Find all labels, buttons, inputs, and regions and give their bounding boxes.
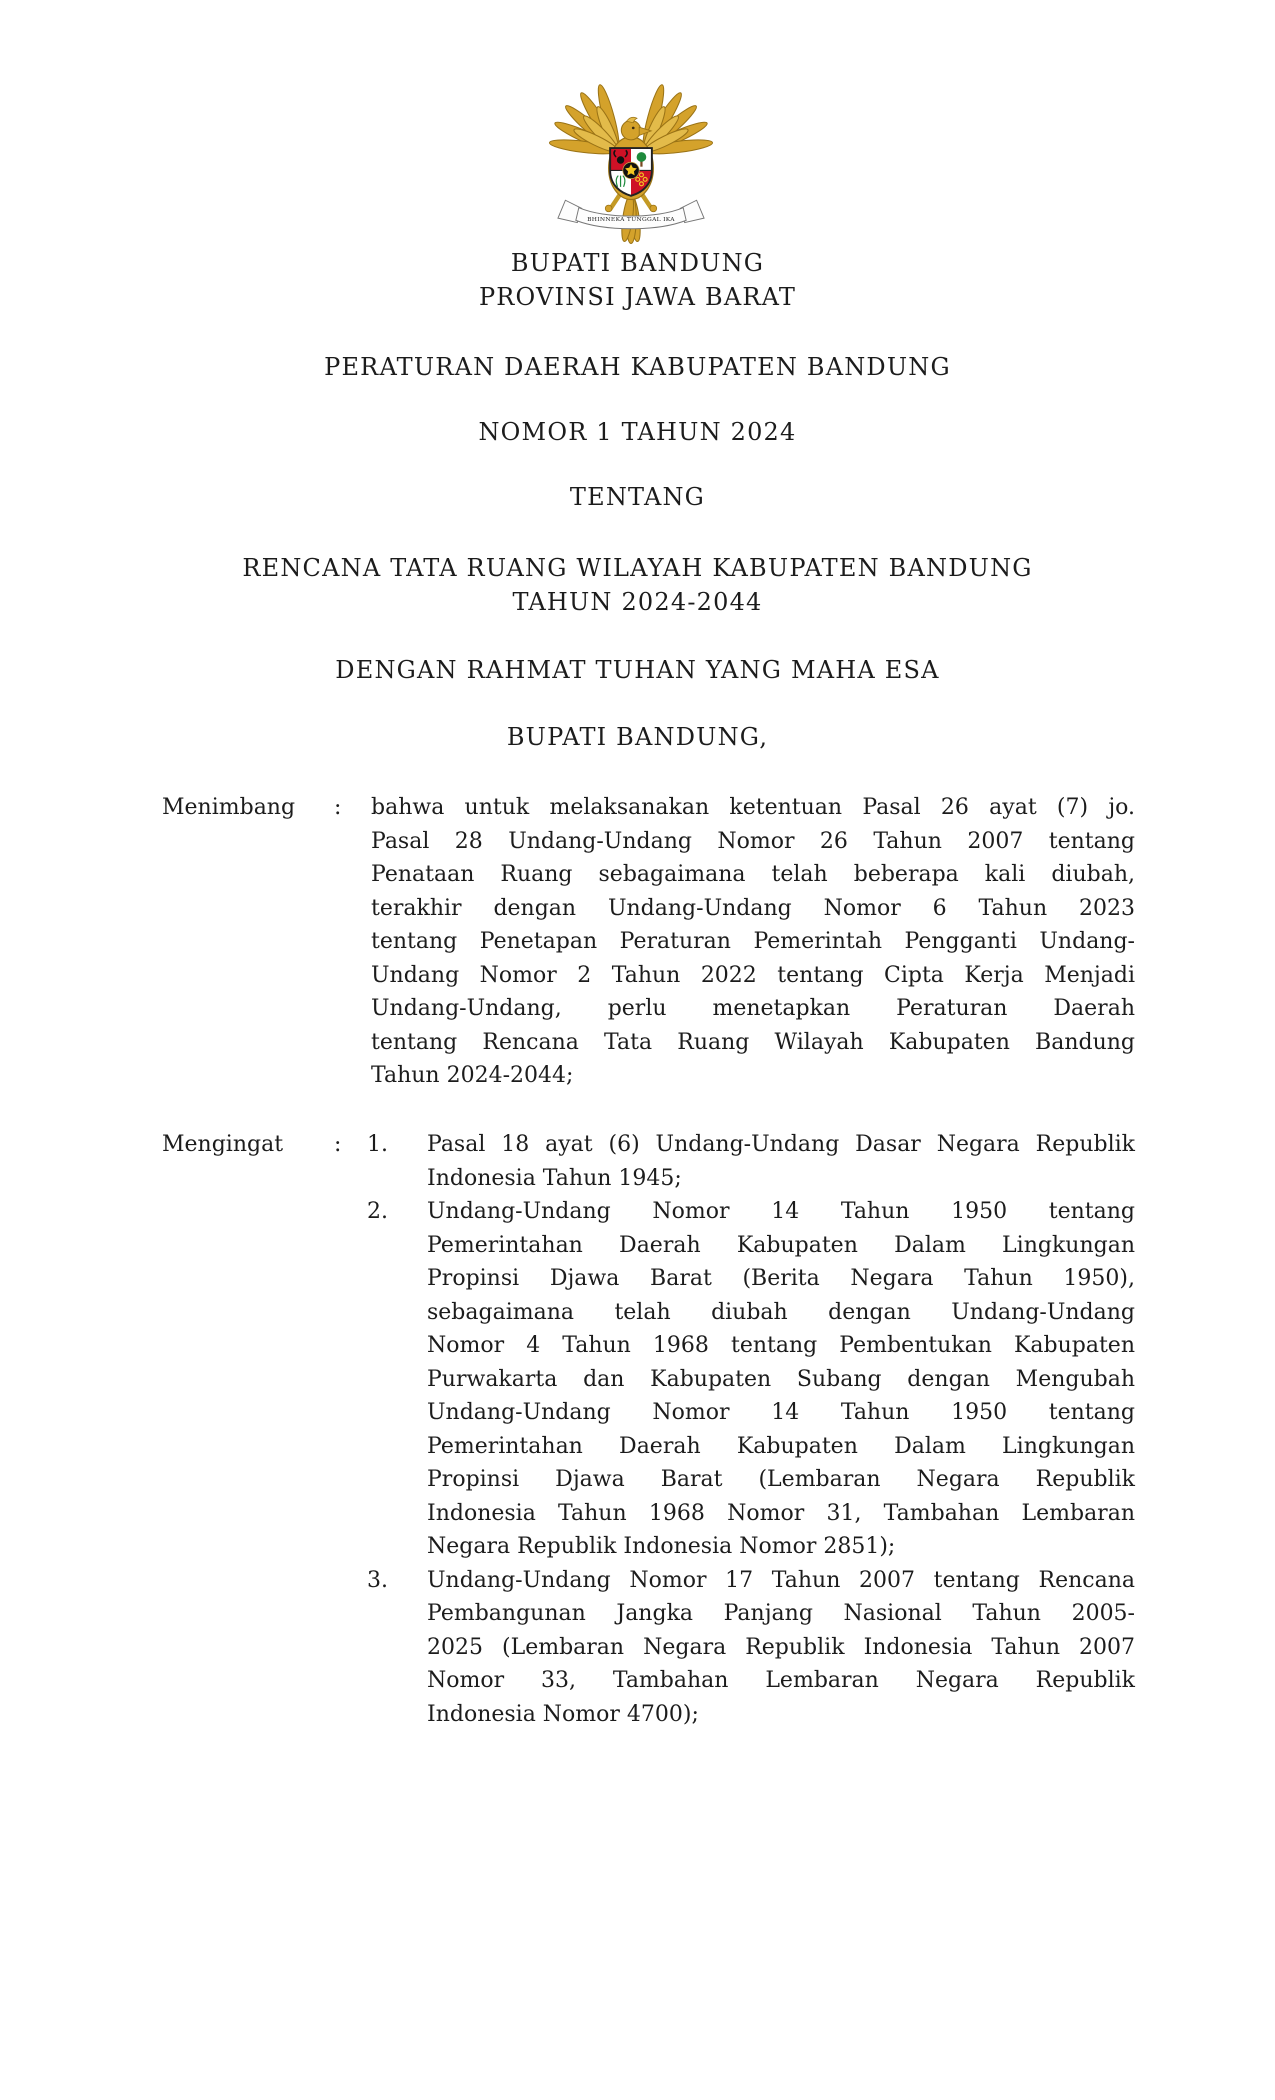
menimbang-line: Undang Nomor 2 Tahun 2022 tentang Cipta Kerja Menjadi (371, 962, 1135, 988)
regulation-subject (0, 551, 1275, 619)
mengingat-item-3 (367, 1564, 1135, 1732)
mengingat-line: Pemerintahan Daerah Kabupaten Dalam Lingkungan (427, 1232, 1135, 1258)
menimbang-label: Menimbang (162, 795, 296, 820)
menimbang-line: bahwa untuk melaksanakan ketentuan Pasal 26 ayat (7) jo. (371, 795, 1135, 820)
mengingat-line: sebagaimana telah diubah dengan Undang-Undang (427, 1299, 1135, 1325)
mengingat-item-2 (367, 1195, 1135, 1564)
mengingat-line: Pasal 18 ayat (6) Undang-Undang Dasar Negara Republik (427, 1132, 1135, 1157)
mengingat-line: Pembangunan Jangka Panjang Nasional Tahun 2005- (427, 1601, 1135, 1626)
menimbang-line: Penataan Ruang sebagaimana telah beberapa kali diubah, (371, 862, 1135, 887)
mengingat-line: Indonesia Tahun 1945; (427, 1165, 682, 1191)
enacting-authority: BUPATI BANDUNG, (506, 723, 769, 751)
letterhead-line1: BUPATI BANDUNG (510, 249, 765, 277)
motto-text: BHINNEKA TUNGGAL IKA (587, 216, 675, 224)
mengingat-line: Nomor 4 Tahun 1968 tentang Pembentukan Kabupaten (427, 1333, 1135, 1358)
mengingat-label: Mengingat (162, 1132, 284, 1157)
mengingat-line: Undang-Undang Nomor 14 Tahun 1950 tentang (427, 1199, 1135, 1224)
mengingat-line: Indonesia Tahun 1968 Nomor 31, Tambahan Lembaran (427, 1500, 1135, 1526)
mengingat-line: Indonesia Nomor 4700); (427, 1701, 699, 1727)
item-number: 3. (367, 1567, 388, 1593)
subject-line2: TAHUN 2024-2044 (512, 588, 763, 616)
garuda-pancasila-emblem (549, 66, 713, 248)
about-label: TENTANG (569, 483, 706, 511)
mengingat-line: Pemerintahan Daerah Kabupaten Dalam Lingkungan (427, 1433, 1135, 1459)
menimbang-line: tentang Rencana Tata Ruang Wilayah Kabupaten Bandung (371, 1029, 1135, 1055)
menimbang-line: tentang Penetapan Peraturan Pemerintah Pengganti Undang- (371, 929, 1135, 954)
mengingat-line: Undang-Undang Nomor 14 Tahun 1950 tentang (427, 1400, 1135, 1425)
mengingat-colon: : (334, 1132, 342, 1157)
mengingat-line: Nomor 33, Tambahan Lembaran Negara Republik (427, 1668, 1135, 1693)
mengingat-line: 2025 (Lembaran Negara Republik Indonesia Tahun 2007 (427, 1634, 1135, 1660)
invocation: DENGAN RAHMAT TUHAN YANG MAHA ESA (335, 656, 940, 684)
menimbang-paragraph (371, 791, 1135, 1093)
regulation-number: NOMOR 1 TAHUN 2024 (478, 418, 797, 446)
mengingat-line: Purwakarta dan Kabupaten Subang dengan Mengubah (427, 1366, 1135, 1392)
mengingat-line: Negara Republik Indonesia Nomor 2851); (427, 1534, 896, 1559)
menimbang-line: Tahun 2024-2044; (371, 1063, 574, 1088)
subject-line1: RENCANA TATA RUANG WILAYAH KABUPATEN BANDUNG (242, 554, 1033, 582)
mengingat-list (367, 1128, 1135, 1731)
letterhead-line2: PROVINSI JAWA BARAT (478, 283, 797, 311)
regulation-title: PERATURAN DAERAH KABUPATEN BANDUNG (324, 353, 951, 381)
mengingat-line: Propinsi Djawa Barat (Berita Negara Tahun 1950), (427, 1266, 1135, 1291)
item-number: 2. (367, 1199, 388, 1224)
star-icon (623, 162, 639, 178)
menimbang-colon: : (334, 795, 342, 820)
menimbang-line: terakhir dengan Undang-Undang Nomor 6 Tahun 2023 (371, 895, 1135, 921)
menimbang-line: Undang-Undang, perlu menetapkan Peraturan Daerah (371, 996, 1135, 1021)
mengingat-line: Propinsi Djawa Barat (Lembaran Negara Republik (427, 1467, 1135, 1492)
mengingat-item-1 (367, 1128, 1135, 1195)
letterhead (0, 246, 1275, 314)
mengingat-line: Undang-Undang Nomor 17 Tahun 2007 tentang Rencana (427, 1567, 1135, 1593)
menimbang-line: Pasal 28 Undang-Undang Nomor 26 Tahun 2007 tentang (371, 828, 1135, 854)
item-number: 1. (367, 1132, 388, 1157)
